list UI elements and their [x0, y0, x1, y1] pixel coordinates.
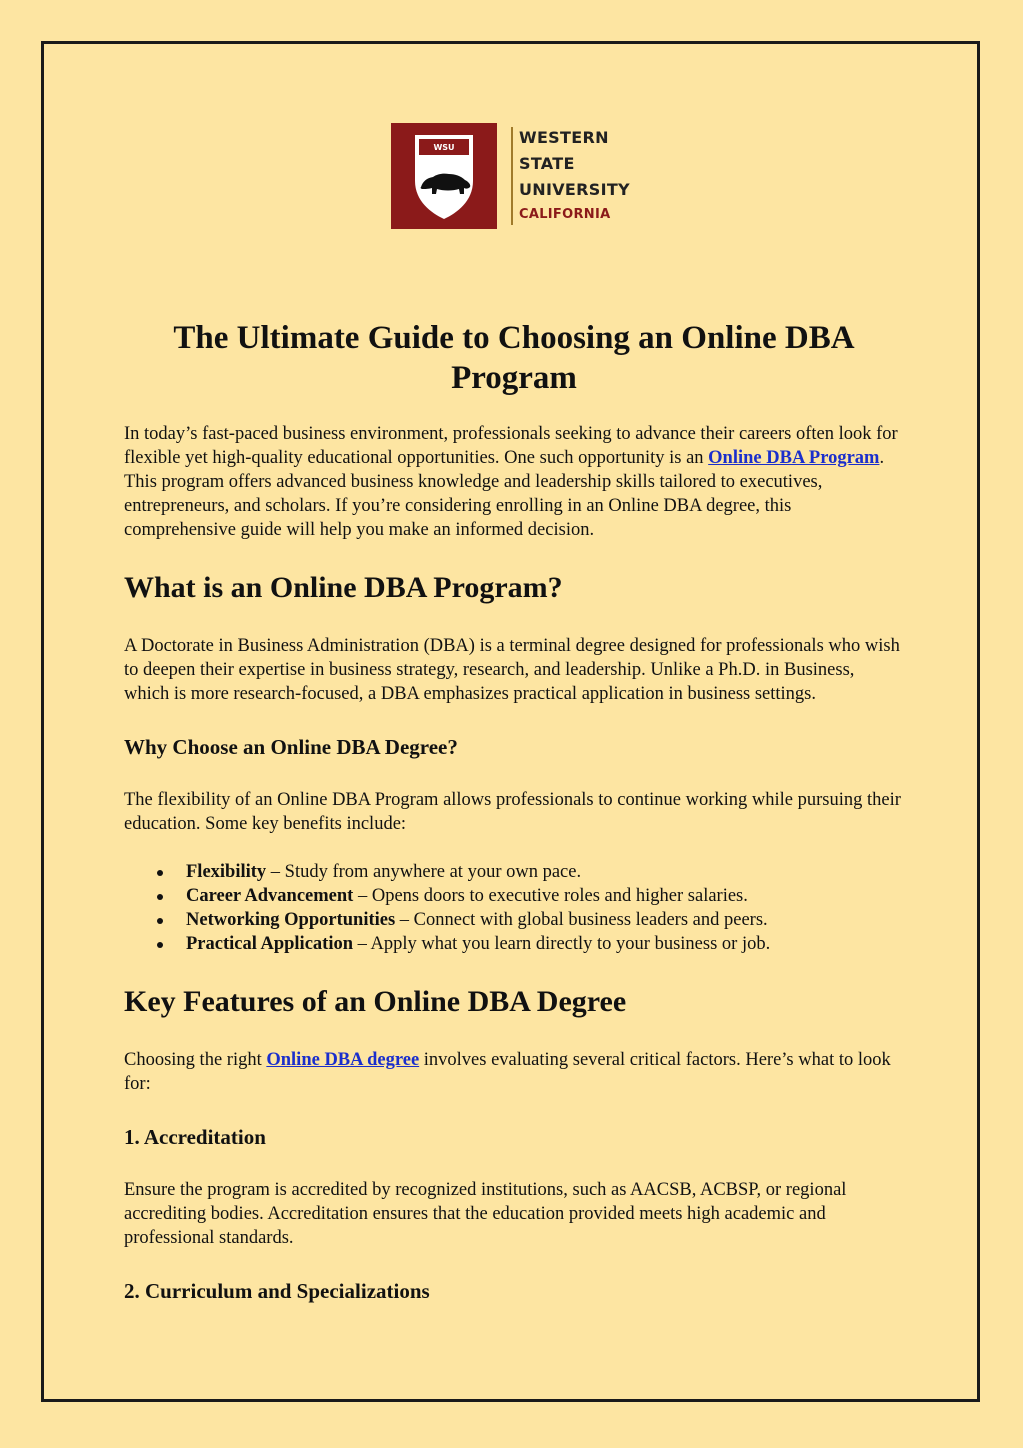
logo-wordmark: [519, 123, 630, 229]
logo-badge: [391, 123, 497, 229]
logo-line-1: WESTERN: [519, 128, 609, 147]
online-dba-program-link[interactable]: Online DBA Program: [708, 448, 880, 468]
section-heading-why-choose: Why Choose an Online DBA Degree?: [124, 735, 458, 759]
intro-text-1: In today’s fast-paced business environment, professionals seeking to advance their careers often look for flexible yet high-quality educational opportunities. One such opportunity is an: [124, 424, 898, 468]
benefit-term: Networking Opportunities: [186, 910, 396, 930]
benefit-term: Flexibility: [186, 862, 267, 882]
section-heading-key-features: Key Features of an Online DBA Degree: [124, 985, 627, 1018]
list-item: [186, 860, 904, 884]
university-logo: [391, 123, 630, 229]
benefit-term: Practical Application: [186, 934, 353, 954]
list-item: [186, 884, 904, 908]
key-features-text-1: Choosing the right: [124, 1050, 267, 1070]
intro-paragraph: [124, 422, 904, 542]
logo-line-2: STATE: [519, 154, 575, 173]
logo-badge-text: WSU: [433, 143, 455, 152]
list-item: [186, 932, 904, 956]
why-choose-paragraph: The flexibility of an Online DBA Program allows professionals to continue working while pursuing their education. Some key benefits include:: [124, 790, 901, 834]
benefit-desc: – Opens doors to executive roles and higher salaries.: [353, 886, 748, 906]
bear-shield-icon: [391, 123, 497, 229]
article-body: [124, 318, 904, 1304]
list-item: [186, 908, 904, 932]
intro-text-2: . This program offers advanced business knowledge and leadership skills tailored to executives, entrepreneurs, and scholars. If you’re considering enrolling in an Online DBA degree, this comprehensive guide will help you make an informed decision.: [124, 448, 885, 540]
benefit-term: Career Advancement: [186, 886, 354, 906]
section-heading-curriculum: 2. Curriculum and Specializations: [124, 1279, 430, 1303]
logo-line-4: CALIFORNIA: [519, 207, 611, 222]
section-heading-accreditation: 1. Accreditation: [124, 1125, 266, 1149]
what-is-paragraph: A Doctorate in Business Administration (DBA) is a terminal degree designed for professionals who wish to deepen their expertise in business strategy, research, and leadership. Unlike a Ph.D. in Business, which is more research-focused, a DBA emphasizes practical application in business settings.: [124, 636, 900, 704]
benefit-desc: – Connect with global business leaders and peers.: [395, 910, 768, 930]
online-dba-degree-link[interactable]: Online DBA degree: [266, 1050, 420, 1070]
benefits-list: [124, 860, 904, 956]
accreditation-paragraph: Ensure the program is accredited by recognized institutions, such as AACSB, ACBSP, or regional accrediting bodies. Accreditation ensures that the education provided meets high academic and professional standards.: [124, 1180, 847, 1248]
key-features-paragraph: [124, 1048, 904, 1096]
page-title: The Ultimate Guide to Choosing an Online DBA Program: [173, 320, 855, 396]
logo-line-3: UNIVERSITY: [519, 180, 630, 199]
logo-divider: [511, 127, 513, 225]
benefit-desc: – Apply what you learn directly to your business or job.: [353, 934, 771, 954]
benefit-desc: – Study from anywhere at your own pace.: [266, 862, 582, 882]
key-features-text-2: involves evaluating several critical factors. Here’s what to look for:: [124, 1050, 891, 1094]
section-heading-what-is: What is an Online DBA Program?: [124, 571, 563, 604]
